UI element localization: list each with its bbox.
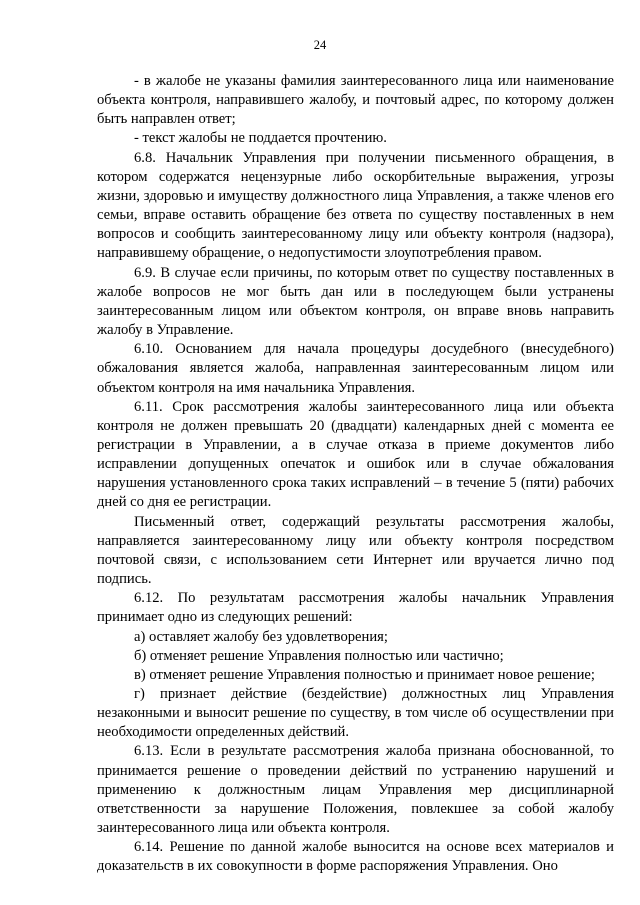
paragraph-6-14: 6.14. Решение по данной жалобе выносится на основе всех материалов и доказательств в их совокупности в форме распоряжения Управления. Оно [97, 839, 614, 875]
paragraph-6-12: 6.12. По результатам рассмотрения жалобы начальник Управления принимает одно из следующих решений: [97, 590, 614, 626]
paragraph-6-9: 6.9. В случае если причины, по которым ответ по существу поставленных в жалобе вопросов не мог быть дан или в последующем были устранены заинтересованным лицом или объектом контроля, он вправе вновь направить жалобу в Управление. [97, 264, 614, 339]
paragraph-6-11: 6.11. Срок рассмотрения жалобы заинтересованного лица или объекта контроля не должен превышать 20 (двадцати) календарных дней с момента ее регистрации в Управлении, а в случае отказа в приеме документов либо исправлении допущенных опечаток и ошибок или в случае обжалования нарушения установленного срока таких исправлений – в течение 5 (пяти) рабочих дней со дня ее регистрации. [97, 398, 614, 511]
list-item-v: в) отменяет решение Управления полностью и принимает новое решение; [134, 666, 595, 683]
list-item-a: а) оставляет жалобу без удовлетворения; [134, 628, 388, 645]
list-item-b: б) отменяет решение Управления полностью или частично; [134, 647, 504, 664]
paragraph-6-13: 6.13. Если в результате рассмотрения жалоба признана обоснованной, то принимается решение о проведении действий по устранению нарушений и применению к должностным лицам Управления мер дисциплинарной ответственности за нарушение Положения, повлекшее за собой жалобу заинтересованного лица или объекта контроля. [97, 743, 614, 837]
paragraph-6-8: 6.8. Начальник Управления при получении письменного обращения, в котором содержатся нецензурные либо оскорбительные выражения, угрозы жизни, здоровью и имуществу должностного лица Управления, а также членов его семьи, вправе оставить обращение без ответа по существу поставленных в нем вопросов и сообщить заинтересованному лицу или объекту контроля (надзора), направившему обращение, о недопустимости злоупотребления правом. [97, 149, 614, 262]
paragraph-written-response: Письменный ответ, содержащий результаты рассмотрения жалобы, направляется заинтересованному лицу или объекту контроля посредством почтовой связи, с использованием сети Интернет или вручается лично под подпись. [97, 513, 614, 588]
paragraph-6-10: 6.10. Основанием для начала процедуры досудебного (внесудебного) обжалования является жалоба, направленная заинтересованным лицом или объектом контроля на имя начальника Управления. [97, 341, 614, 396]
paragraph-missing-sender-info: - в жалобе не указаны фамилия заинтересованного лица или наименование объекта контроля, направившего жалобу, и почтовый адрес, по которому должен быть направлен ответ; [97, 73, 614, 128]
list-item-g: г) признает действие (бездействие) должностных лиц Управления незаконными и выносит решение по существу, в том числе об осуществлении при необходимости определенных действий. [97, 686, 614, 741]
document-body [97, 72, 614, 877]
page-number: 24 [313, 38, 327, 52]
paragraph-unreadable-text: - текст жалобы не поддается прочтению. [134, 130, 387, 147]
